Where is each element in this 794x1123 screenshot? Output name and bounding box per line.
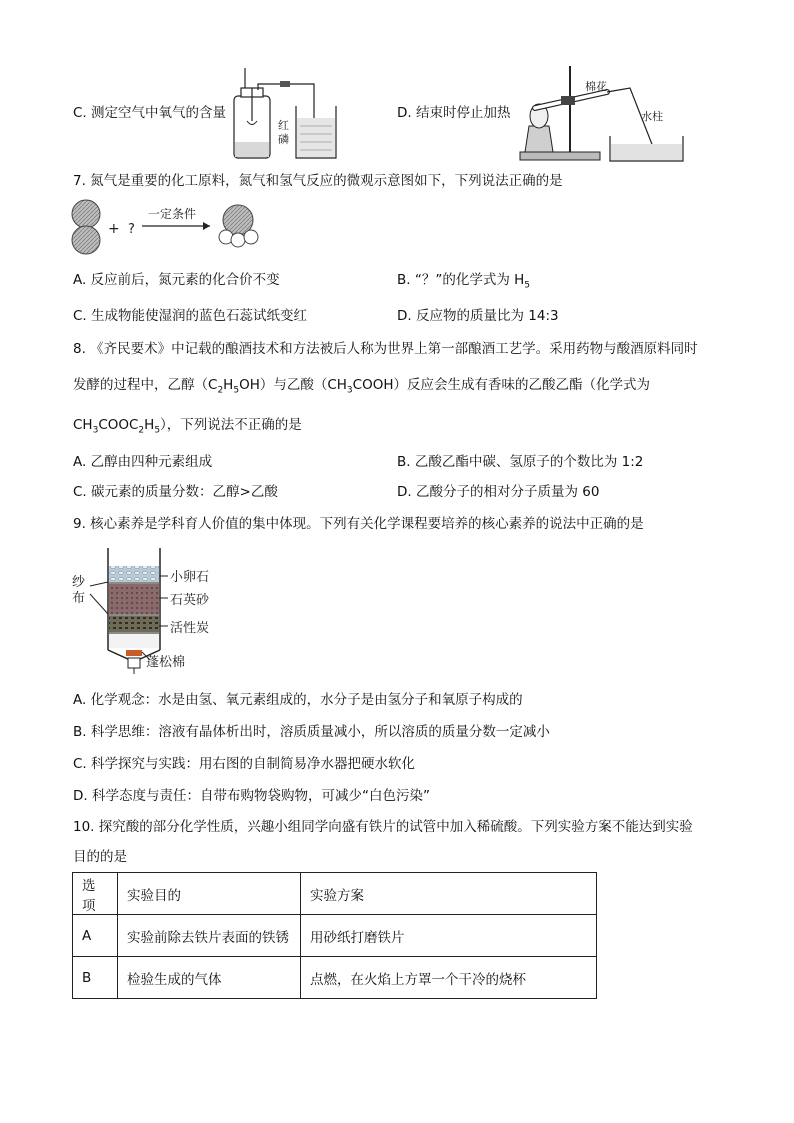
unknown-reactant: ? bbox=[128, 222, 135, 237]
q8-option-a: A. 乙醇由四种元素组成 bbox=[73, 454, 213, 470]
cotton-label: 棉花 bbox=[585, 80, 607, 93]
water-column-label: 水柱 bbox=[641, 110, 663, 123]
reaction-microscopic-diagram bbox=[70, 198, 270, 258]
experiment-table bbox=[72, 872, 597, 999]
header-plan: 实验方案 bbox=[301, 873, 597, 915]
reaction-condition: 一定条件 bbox=[148, 207, 197, 221]
header-purpose: 实验目的 bbox=[118, 873, 301, 915]
pebble-label: 小卵石 bbox=[170, 570, 210, 585]
q7-option-a: A. 反应前后，氮元素的化合价不变 bbox=[73, 272, 280, 288]
q6-option-d: D. 结束时停止加热 bbox=[397, 105, 511, 121]
plus-sign: + bbox=[108, 221, 120, 237]
heating-apparatus bbox=[515, 64, 685, 164]
q8-option-c: C. 碳元素的质量分数：乙醇>乙酸 bbox=[73, 484, 278, 500]
quartz-sand-label: 石英砂 bbox=[170, 593, 210, 608]
q7-stem: 7. 氮气是重要的化工原料，氮气和氢气反应的微观示意图如下，下列说法正确的是 bbox=[73, 173, 563, 189]
hydrogen-atom-icon bbox=[231, 233, 245, 247]
row-purpose: 检验生成的气体 bbox=[118, 957, 301, 999]
q10-stem-line1: 10. 探究酸的部分化学性质，兴趣小组同学向盛有铁片的试管中加入稀硫酸。下列实验方案不能达到实验 bbox=[73, 819, 693, 835]
oxygen-measurement-apparatus bbox=[228, 66, 343, 162]
fluffy-cotton-label: 蓬松棉 bbox=[146, 655, 186, 670]
gauze-label-2: 布 bbox=[72, 591, 86, 606]
row-plan: 点燃，在火焰上方罩一个干冷的烧杯 bbox=[301, 957, 597, 999]
row-option: A bbox=[73, 915, 118, 957]
q9-option-c: C. 科学探究与实践：用右图的自制简易净水器把硬水软化 bbox=[73, 756, 416, 772]
nitrogen-atom-icon bbox=[72, 226, 100, 254]
q8-stem-line1: 8. 《齐民要术》中记载的酿酒技术和方法被后人称为世界上第一部酿酒工艺学。采用药物与酸酒原料同时 bbox=[73, 341, 698, 357]
red-phosphorus-label-1: 红 bbox=[278, 119, 289, 132]
simple-water-purifier-figure bbox=[70, 546, 230, 674]
q7-option-b: B. “？”的化学式为 $H_5$ bbox=[397, 272, 531, 291]
hydrogen-atom-icon bbox=[244, 230, 258, 244]
table-header-row bbox=[73, 873, 597, 915]
header-option: 选项 bbox=[73, 873, 118, 915]
gauze-label-1: 纱 bbox=[72, 575, 86, 590]
q8-stem-line2: 发酵的过程中，乙醇$(C_2H_5OH)$与乙酸$(CH_3COOH)$反应会生成有香味的乙酸乙酯（化学式为 bbox=[73, 377, 650, 396]
q9-option-b: B. 科学思维：溶液有晶体析出时，溶质质量减小，所以溶质的质量分数一定减小 bbox=[73, 724, 550, 740]
q8-stem-line3: $CH_3COOC_2H_5$），下列说法不正确的是 bbox=[73, 417, 302, 436]
q6-option-c: C. 测定空气中氧气的含量 bbox=[73, 105, 227, 121]
table-row bbox=[73, 957, 597, 999]
q8-option-b: B. 乙酸乙酯中碳、氢原子的个数比为 1:2 bbox=[397, 454, 644, 470]
nitrogen-atom-icon bbox=[72, 200, 100, 228]
q9-option-a: A. 化学观念：水是由氢、氧元素组成的，水分子是由氢分子和氧原子构成的 bbox=[73, 692, 523, 708]
red-phosphorus-label-2: 磷 bbox=[278, 133, 289, 146]
row-plan: 用砂纸打磨铁片 bbox=[301, 915, 597, 957]
q8-option-d: D. 乙酸分子的相对分子质量为 60 bbox=[397, 484, 600, 500]
q7-option-c: C. 生成物能使湿润的蓝色石蕊试纸变红 bbox=[73, 308, 308, 324]
activated-carbon-label: 活性炭 bbox=[170, 621, 210, 636]
q9-option-d: D. 科学态度与责任：自带布购物袋购物，可减少“白色污染” bbox=[73, 788, 430, 804]
table-row bbox=[73, 915, 597, 957]
q9-stem: 9. 核心素养是学科育人价值的集中体现。下列有关化学课程要培养的核心素养的说法中正确的是 bbox=[73, 516, 644, 532]
row-purpose: 实验前除去铁片表面的铁锈 bbox=[118, 915, 301, 957]
row-option: B bbox=[73, 957, 118, 999]
q7-option-d: D. 反应物的质量比为 14:3 bbox=[397, 308, 559, 324]
q10-stem-line2: 目的的是 bbox=[73, 849, 127, 865]
